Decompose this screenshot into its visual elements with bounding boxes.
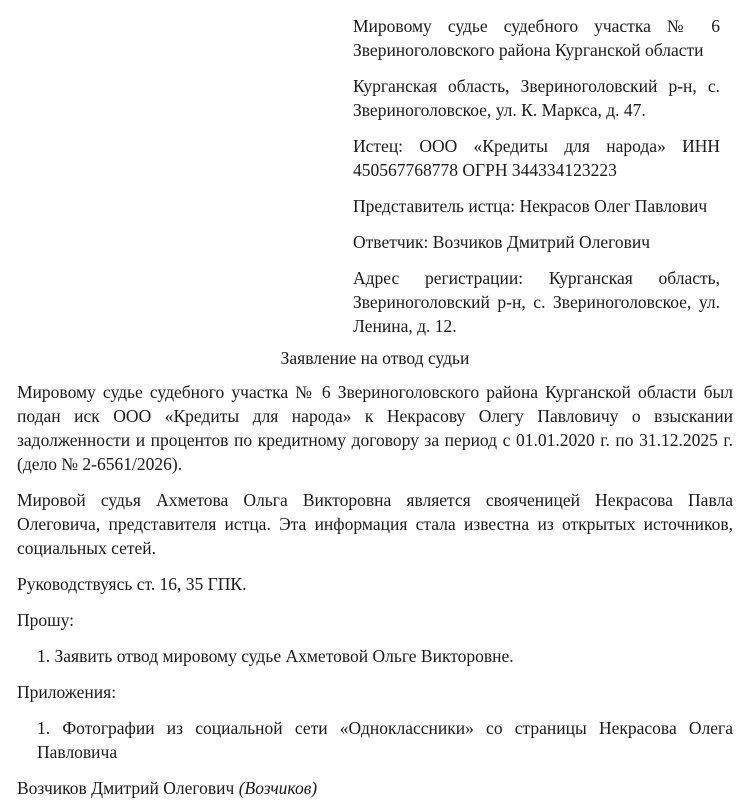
defendant-info: Ответчик: Возчиков Дмитрий Олегович [353, 232, 651, 252]
attachment-item: 1. Фотографии из социальной сети «Одноклассники» со страницы Некрасова Олега Павловича [37, 718, 733, 762]
grounds-paragraph: Мировой судья Ахметова Ольга Викторовна является свояченицей Некрасова Павла Олеговича, представителя истца. Эта информация стала известна из открытых источников, социальных сетей. [17, 490, 733, 558]
request-label: Прошу: [17, 610, 74, 630]
signatory-name: Возчиков Дмитрий Олегович [17, 778, 235, 798]
case-description-paragraph: Мировому судье судебного участка № 6 Звериноголовского района Курганской области был подан иск ООО «Кредиты для народа» к Некрасову Олегу Павловичу о взыскании задолженности и процентов по кредитному договору за период с 01.01.2020 г. по 31.12.2025 г. (дело № 2-6561/2026). [17, 382, 733, 474]
plaintiff-representative: Представитель истца: Некрасов Олег Павлович [353, 196, 708, 216]
signature-line [17, 776, 733, 800]
addressee-block [353, 14, 720, 350]
document-body [17, 380, 733, 812]
defendant-address: Адрес регистрации: Курганская область, Звериноголовский р-н, с. Звериноголовское, ул. Ленина, д. 12. [353, 268, 720, 336]
attachments-label: Приложения: [17, 682, 117, 702]
court-name: Мировому судье судебного участка № 6 Звериноголовского района Курганской области [353, 16, 720, 60]
court-address: Курганская область, Звериноголовский р-н, с. Звериноголовское, ул. К. Маркса, д. 47. [353, 76, 720, 120]
request-item: 1. Заявить отвод мировому судье Ахметовой Ольге Викторовне. [37, 646, 514, 666]
signature: (Возчиков) [238, 778, 318, 798]
legal-basis: Руководствуясь ст. 16, 35 ГПК. [17, 574, 247, 594]
document-title: Заявление на отвод судьи [280, 348, 470, 368]
plaintiff-info: Истец: ООО «Кредиты для народа» ИНН 450567768778 ОГРН 344334123223 [353, 136, 720, 180]
